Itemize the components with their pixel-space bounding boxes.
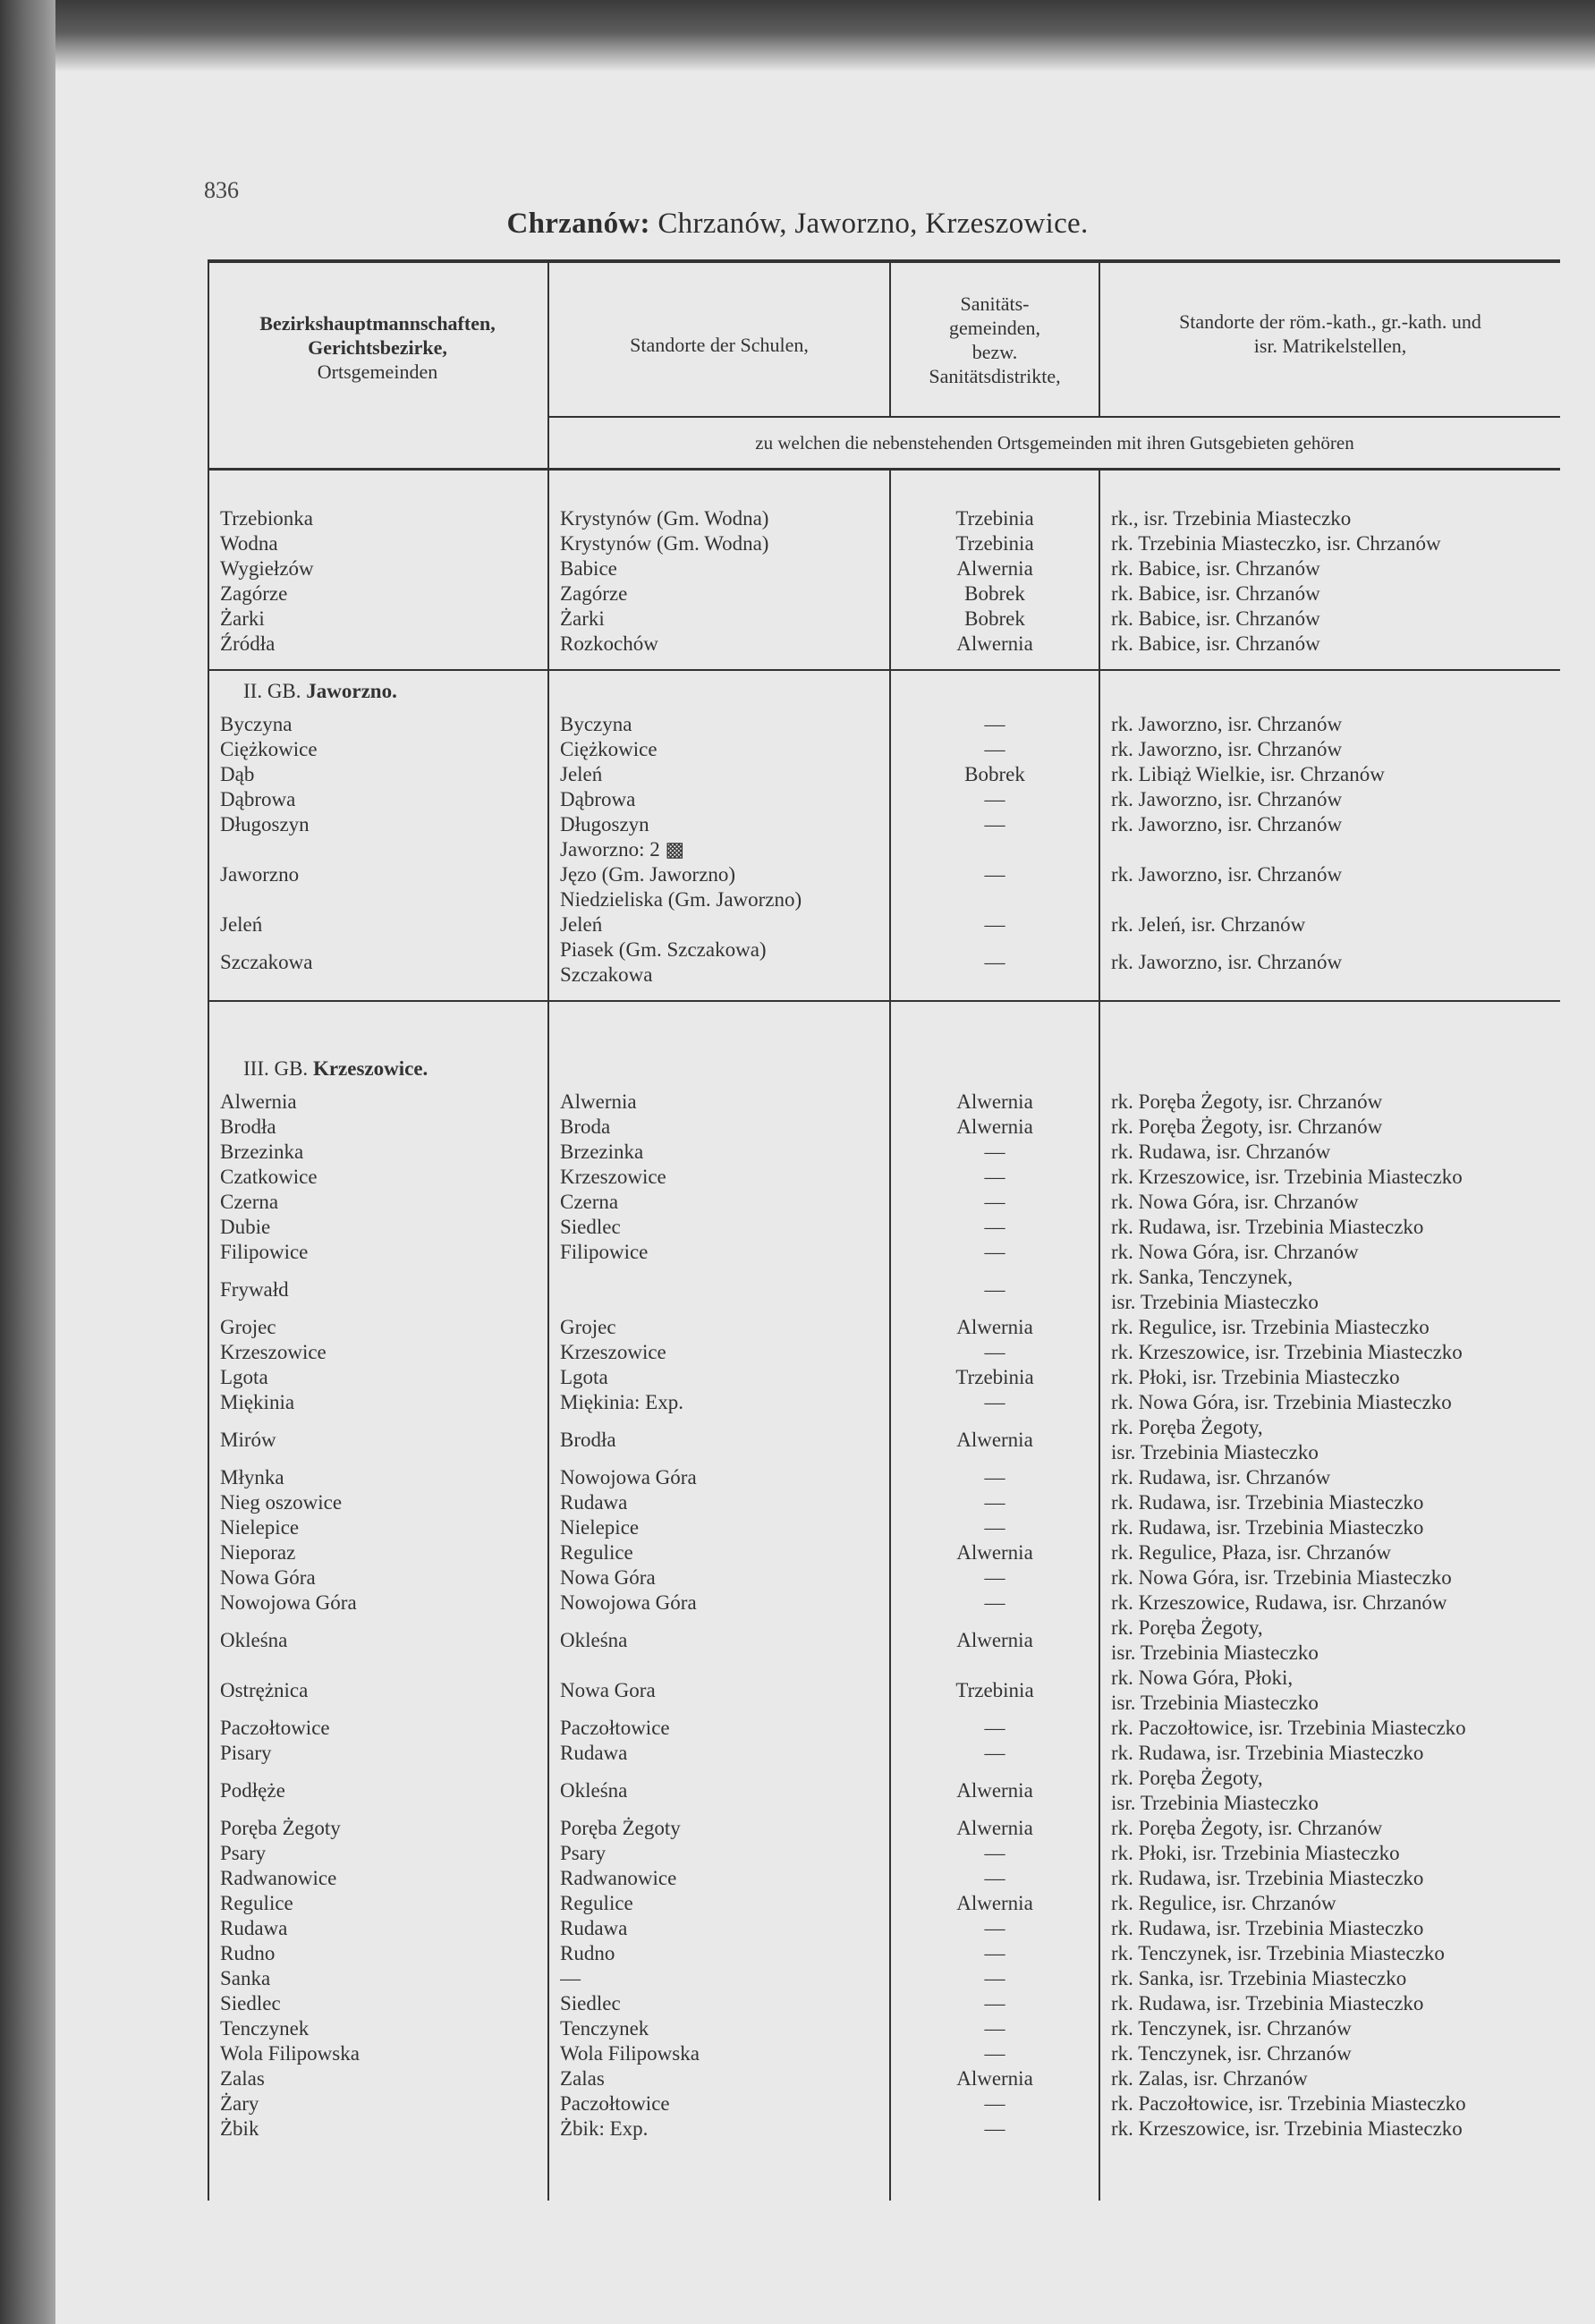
col-divider-1 <box>547 259 549 2201</box>
row-school: Babice <box>560 557 617 580</box>
row-sanitary-district: — <box>984 1917 1005 1939</box>
row-parish: rk. Sanka, Tenczynek, <box>1111 1266 1293 1288</box>
row-school: Radwanowice <box>560 1867 677 1889</box>
row-school: Żarki <box>560 607 605 630</box>
row-place-name: Dubie <box>220 1216 271 1238</box>
row-parish: isr. Trzebinia Miasteczko <box>1111 1641 1319 1664</box>
header-col1 <box>209 311 546 384</box>
row-place-name: Młynka <box>220 1466 284 1489</box>
header-col2 <box>549 333 889 357</box>
row-parish: isr. Trzebinia Miasteczko <box>1111 1291 1319 1313</box>
row-parish: rk. Rudawa, isr. Trzebinia Miasteczko <box>1111 1216 1424 1238</box>
row-place-name: Jeleń <box>220 913 263 936</box>
row-parish: rk., isr. Trzebinia Miasteczko <box>1111 507 1352 530</box>
row-sanitary-district: — <box>984 1591 1005 1614</box>
row-parish: rk. Regulice, isr. Trzebinia Miasteczko <box>1111 1316 1430 1338</box>
row-place-name: Frywałd <box>220 1278 289 1301</box>
row-sanitary-district: Trzebinia <box>955 1366 1034 1388</box>
header-subcaption-text: zu welchen die nebenstehenden Ortsgemeinden mit ihren Gutsgebieten gehören <box>755 432 1354 454</box>
row-place-name: Poręba Żegoty <box>220 1817 341 1839</box>
row-sanitary-district: Bobrek <box>964 763 1025 785</box>
row-school: Rudawa <box>560 1742 628 1764</box>
header-col4-line1: Standorte der röm.-kath., gr.-kath. und <box>1179 310 1481 333</box>
row-place-name: Alwernia <box>220 1090 297 1113</box>
row-place-name: Byczyna <box>220 713 293 735</box>
header-col3-line1: Sanitäts- <box>960 293 1030 315</box>
row-place-name: Regulice <box>220 1892 293 1914</box>
row-place-name: Mirów <box>220 1429 276 1451</box>
row-sanitary-district: — <box>984 913 1005 936</box>
title-rest: Chrzanów, Jaworzno, Krzeszowice. <box>649 208 1089 240</box>
row-school: Zalas <box>560 2067 605 2090</box>
row-parish: rk. Jaworzno, isr. Chrzanów <box>1111 738 1343 760</box>
row-parish: rk. Poręba Żegoty, isr. Chrzanów <box>1111 1115 1383 1138</box>
row-parish: rk. Regulice, Płaza, isr. Chrzanów <box>1111 1541 1391 1564</box>
row-parish: rk. Krzeszowice, isr. Trzebinia Miasteczko <box>1111 1341 1463 1363</box>
row-parish: rk. Sanka, isr. Trzebinia Miasteczko <box>1111 1967 1407 1989</box>
row-sanitary-district: — <box>984 1942 1005 1964</box>
row-place-name: Rudawa <box>220 1917 288 1939</box>
row-place-name: Radwanowice <box>220 1867 337 1889</box>
row-place-name: Pisary <box>220 1742 272 1764</box>
row-parish: rk. Rudawa, isr. Trzebinia Miasteczko <box>1111 1516 1424 1539</box>
row-place-name: Zalas <box>220 2067 265 2090</box>
row-parish: rk. Tenczynek, isr. Chrzanów <box>1111 2042 1352 2065</box>
row-place-name: Wygiełzów <box>220 557 314 580</box>
row-place-name: Okleśna <box>220 1629 288 1651</box>
row-parish: rk. Babice, isr. Chrzanów <box>1111 607 1320 630</box>
row-parish: rk. Babice, isr. Chrzanów <box>1111 557 1320 580</box>
row-parish: rk. Poręba Żegoty, <box>1111 1416 1263 1438</box>
row-school: Czerna <box>560 1191 619 1213</box>
row-sanitary-district: Bobrek <box>964 607 1025 630</box>
row-place-name: Podłęże <box>220 1779 285 1802</box>
row-parish: rk. Rudawa, isr. Trzebinia Miasteczko <box>1111 1992 1424 2014</box>
row-school: Rudawa <box>560 1491 628 1514</box>
row-school: Dąbrowa <box>560 788 636 810</box>
row-parish: rk. Tenczynek, isr. Trzebinia Miasteczko <box>1111 1942 1445 1964</box>
row-sanitary-district: — <box>984 1867 1005 1889</box>
header-subcaption <box>549 431 1560 455</box>
row-school: Byczyna <box>560 713 632 735</box>
row-sanitary-district: — <box>984 1717 1005 1739</box>
header-col3 <box>891 292 1099 388</box>
row-sanitary-district: — <box>984 1466 1005 1489</box>
row-school: Broda <box>560 1115 611 1138</box>
row-parish: rk. Rudawa, isr. Trzebinia Miasteczko <box>1111 1917 1424 1939</box>
row-parish: rk. Jaworzno, isr. Chrzanów <box>1111 788 1343 810</box>
row-place-name: Wodna <box>220 532 278 555</box>
row-sanitary-district: Alwernia <box>956 1892 1033 1914</box>
row-school: Lgota <box>560 1366 608 1388</box>
row-place-name: Nowa Góra <box>220 1566 316 1589</box>
row-parish: rk. Poręba Żegoty, <box>1111 1767 1263 1789</box>
row-school: Paczołtowice <box>560 1717 670 1739</box>
row-place-name: Trzebionka <box>220 507 313 530</box>
row-sanitary-district: — <box>984 1742 1005 1764</box>
row-sanitary-district: Trzebinia <box>955 532 1034 555</box>
row-parish: rk. Babice, isr. Chrzanów <box>1111 582 1320 605</box>
row-parish: rk. Płoki, isr. Trzebinia Miasteczko <box>1111 1366 1400 1388</box>
row-place-name: Nielepice <box>220 1516 300 1539</box>
row-school: Nowojowa Góra <box>560 1591 697 1614</box>
row-school: Nowojowa Góra <box>560 1466 697 1489</box>
row-school: Krzeszowice <box>560 1166 666 1188</box>
header-sub-rule <box>547 416 1560 418</box>
row-place-name: Czerna <box>220 1191 279 1213</box>
row-sanitary-district: — <box>984 1516 1005 1539</box>
row-school: Rozkochów <box>560 632 658 655</box>
row-parish: rk. Poręba Żegoty, <box>1111 1616 1263 1639</box>
row-school: Rudno <box>560 1942 615 1964</box>
row-parish: rk. Jaworzno, isr. Chrzanów <box>1111 951 1343 973</box>
table-left-rule <box>208 259 209 2201</box>
row-school: Brzezinka <box>560 1141 644 1163</box>
scan-left-edge <box>0 0 63 2324</box>
header-col4-line2: isr. Matrikelstellen, <box>1253 335 1407 357</box>
row-sanitary-district: — <box>984 738 1005 760</box>
row-sanitary-district: — <box>984 1566 1005 1589</box>
row-parish: rk. Jaworzno, isr. Chrzanów <box>1111 713 1343 735</box>
header-col4 <box>1100 310 1560 358</box>
scan-top-edge <box>55 0 1595 72</box>
row-school: Nielepice <box>560 1516 640 1539</box>
row-parish: rk. Babice, isr. Chrzanów <box>1111 632 1320 655</box>
row-school: Filipowice <box>560 1241 649 1263</box>
row-school: Regulice <box>560 1892 633 1914</box>
row-school: Szczakowa <box>560 963 653 986</box>
row-parish: isr. Trzebinia Miasteczko <box>1111 1792 1319 1814</box>
row-sanitary-district: Bobrek <box>964 582 1025 605</box>
row-parish: rk. Krzeszowice, isr. Trzebinia Miasteczko <box>1111 1166 1463 1188</box>
row-sanitary-district: — <box>984 1967 1005 1989</box>
row-school: Nowa Gora <box>560 1679 656 1701</box>
row-sanitary-district: — <box>984 813 1005 835</box>
row-parish: rk. Płoki, isr. Trzebinia Miasteczko <box>1111 1842 1400 1864</box>
row-parish: rk. Paczołtowice, isr. Trzebinia Miasteczko <box>1111 1717 1466 1739</box>
row-place-name: Filipowice <box>220 1241 309 1263</box>
row-parish: rk. Rudawa, isr. Trzebinia Miasteczko <box>1111 1742 1424 1764</box>
row-school: Poręba Żegoty <box>560 1817 681 1839</box>
row-place-name: Rudno <box>220 1942 276 1964</box>
row-school: Krystynów (Gm. Wodna) <box>560 507 769 530</box>
row-parish: rk. Rudawa, isr. Chrzanów <box>1111 1141 1331 1163</box>
row-parish: rk. Libiąż Wielkie, isr. Chrzanów <box>1111 763 1385 785</box>
row-school: Paczołtowice <box>560 2092 670 2115</box>
col-divider-3-body <box>1099 471 1100 2201</box>
row-sanitary-district: Alwernia <box>956 2067 1033 2090</box>
row-parish: rk. Nowa Góra, isr. Trzebinia Miasteczko <box>1111 1566 1452 1589</box>
row-sanitary-district: Trzebinia <box>955 1679 1034 1701</box>
row-sanitary-district: Alwernia <box>956 557 1033 580</box>
section-divider <box>208 669 1560 671</box>
row-sanitary-district: — <box>984 1391 1005 1413</box>
row-sanitary-district: — <box>984 1992 1005 2014</box>
row-place-name: Czatkowice <box>220 1166 318 1188</box>
row-place-name: Jaworzno <box>220 863 300 886</box>
row-school: Alwernia <box>560 1090 637 1113</box>
row-school: Krystynów (Gm. Wodna) <box>560 532 769 555</box>
row-school: Krzeszowice <box>560 1341 666 1363</box>
row-place-name: Tenczynek <box>220 2017 310 2040</box>
row-school: Długoszyn <box>560 813 649 835</box>
row-school: Miękinia: Exp. <box>560 1391 683 1413</box>
row-parish: rk. Krzeszowice, Rudawa, isr. Chrzanów <box>1111 1591 1447 1614</box>
row-school: Nowa Góra <box>560 1566 656 1589</box>
row-place-name: Miękinia <box>220 1391 295 1413</box>
row-sanitary-district: — <box>984 863 1005 886</box>
row-parish: rk. Zalas, isr. Chrzanów <box>1111 2067 1308 2090</box>
row-place-name: Źródła <box>220 632 276 655</box>
row-sanitary-district: — <box>984 1491 1005 1514</box>
row-place-name: Żbik <box>220 2117 259 2140</box>
section-heading-prefix: III. GB. <box>243 1057 313 1080</box>
section-divider <box>208 1000 1560 1002</box>
row-place-name: Ciężkowice <box>220 738 318 760</box>
row-school: Jeleń <box>560 763 603 785</box>
row-place-name: Ostrężnica <box>220 1679 309 1701</box>
section-heading-prefix: II. GB. <box>243 680 307 702</box>
row-parish: isr. Trzebinia Miasteczko <box>1111 1441 1319 1463</box>
row-place-name: Sanka <box>220 1967 271 1989</box>
row-sanitary-district: — <box>984 1191 1005 1213</box>
row-parish: rk. Rudawa, isr. Trzebinia Miasteczko <box>1111 1867 1424 1889</box>
section-heading <box>243 680 397 703</box>
row-sanitary-district: Alwernia <box>956 1316 1033 1338</box>
row-place-name: Brodła <box>220 1115 276 1138</box>
row-parish: rk. Jaworzno, isr. Chrzanów <box>1111 813 1343 835</box>
row-school: Jęzo (Gm. Jaworzno) <box>560 863 736 886</box>
row-sanitary-district: — <box>984 1216 1005 1238</box>
header-bottom-rule <box>208 468 1560 471</box>
row-sanitary-district: — <box>984 1278 1005 1301</box>
row-place-name: Krzeszowice <box>220 1341 327 1363</box>
row-place-name: Żarki <box>220 607 265 630</box>
row-school: Rudawa <box>560 1917 628 1939</box>
section-heading <box>243 1057 428 1081</box>
row-place-name: Siedlec <box>220 1992 281 2014</box>
row-place-name: Nieporaz <box>220 1541 296 1564</box>
row-place-name: Psary <box>220 1842 267 1864</box>
row-parish: rk. Nowa Góra, isr. Chrzanów <box>1111 1241 1359 1263</box>
row-parish: rk. Nowa Góra, isr. Chrzanów <box>1111 1191 1359 1213</box>
row-sanitary-district: Alwernia <box>956 1541 1033 1564</box>
header-col1-line3: Ortsgemeinden <box>317 360 438 383</box>
row-school: Okleśna <box>560 1779 628 1802</box>
title-bold: Chrzanów: <box>506 208 650 240</box>
page-number: 836 <box>204 177 239 203</box>
row-place-name: Żary <box>220 2092 259 2115</box>
row-school: Żbik: Exp. <box>560 2117 649 2140</box>
row-parish: rk. Paczołtowice, isr. Trzebinia Miasteczko <box>1111 2092 1466 2115</box>
row-sanitary-district: — <box>984 1141 1005 1163</box>
header-col1-line1: Bezirkshauptmannschaften, <box>259 312 496 335</box>
row-sanitary-district: — <box>984 2042 1005 2065</box>
row-place-name: Dąb <box>220 763 255 785</box>
row-school: Okleśna <box>560 1629 628 1651</box>
section-heading-name: Krzeszowice. <box>312 1057 428 1080</box>
row-school: Grojec <box>560 1316 616 1338</box>
row-sanitary-district: — <box>984 1842 1005 1864</box>
row-parish: rk. Jaworzno, isr. Chrzanów <box>1111 863 1343 886</box>
row-parish: rk. Nowa Góra, Płoki, <box>1111 1667 1294 1689</box>
row-school: Siedlec <box>560 1216 621 1238</box>
row-place-name: Dąbrowa <box>220 788 296 810</box>
row-sanitary-district: — <box>984 1341 1005 1363</box>
row-school: Ciężkowice <box>560 738 658 760</box>
header-col2-text: Standorte der Schulen, <box>630 334 809 356</box>
row-sanitary-district: Alwernia <box>956 1090 1033 1113</box>
row-sanitary-district: Alwernia <box>956 632 1033 655</box>
row-sanitary-district: Trzebinia <box>955 507 1034 530</box>
row-sanitary-district: Alwernia <box>956 1629 1033 1651</box>
row-place-name: Długoszyn <box>220 813 310 835</box>
header-col3-line4: Sanitätsdistrikte, <box>929 365 1061 387</box>
header-col3-line3: bezw. <box>971 341 1018 363</box>
row-school: Tenczynek <box>560 2017 649 2040</box>
row-parish: rk. Poręba Żegoty, isr. Chrzanów <box>1111 1090 1383 1113</box>
row-sanitary-district: — <box>984 788 1005 810</box>
header-col3-line2: gemeinden, <box>948 317 1041 339</box>
row-place-name: Grojec <box>220 1316 276 1338</box>
row-sanitary-district: — <box>984 951 1005 973</box>
row-place-name: Paczołtowice <box>220 1717 330 1739</box>
row-parish: rk. Jeleń, isr. Chrzanów <box>1111 913 1306 936</box>
row-parish: rk. Regulice, isr. Chrzanów <box>1111 1892 1336 1914</box>
row-school: Niedzieliska (Gm. Jaworzno) <box>560 888 802 911</box>
row-place-name: Brzezinka <box>220 1141 304 1163</box>
row-school: Regulice <box>560 1541 633 1564</box>
row-parish: rk. Nowa Góra, isr. Trzebinia Miasteczko <box>1111 1391 1452 1413</box>
row-parish: rk. Poręba Żegoty, isr. Chrzanów <box>1111 1817 1383 1839</box>
section-heading-name: Jaworzno. <box>306 680 397 702</box>
row-parish: isr. Trzebinia Miasteczko <box>1111 1692 1319 1714</box>
row-school: Wola Filipowska <box>560 2042 700 2065</box>
row-parish: rk. Rudawa, isr. Trzebinia Miasteczko <box>1111 1491 1424 1514</box>
row-sanitary-district: — <box>984 2017 1005 2040</box>
row-sanitary-district: — <box>984 2092 1005 2115</box>
page-title <box>0 208 1595 241</box>
row-school: Zagórze <box>560 582 628 605</box>
header-col1-line2: Gerichtsbezirke, <box>308 336 447 359</box>
table-top-rule <box>208 259 1560 263</box>
row-sanitary-district: — <box>984 1166 1005 1188</box>
row-school: Brodła <box>560 1429 616 1451</box>
row-school: Piasek (Gm. Szczakowa) <box>560 938 767 961</box>
row-place-name: Zagórze <box>220 582 288 605</box>
row-sanitary-district: — <box>984 1241 1005 1263</box>
row-sanitary-district: Alwernia <box>956 1779 1033 1802</box>
row-school: Siedlec <box>560 1992 621 2014</box>
row-school: Jeleń <box>560 913 603 936</box>
row-place-name: Lgota <box>220 1366 268 1388</box>
register-table <box>208 259 1560 2201</box>
row-school: — <box>560 1967 581 1989</box>
row-sanitary-district: Alwernia <box>956 1115 1033 1138</box>
row-parish: rk. Rudawa, isr. Chrzanów <box>1111 1466 1331 1489</box>
row-parish: rk. Tenczynek, isr. Chrzanów <box>1111 2017 1352 2040</box>
row-parish: rk. Trzebinia Miasteczko, isr. Chrzanów <box>1111 532 1441 555</box>
row-place-name: Wola Filipowska <box>220 2042 360 2065</box>
row-place-name: Nowojowa Góra <box>220 1591 357 1614</box>
row-parish: rk. Krzeszowice, isr. Trzebinia Miasteczko <box>1111 2117 1463 2140</box>
row-sanitary-district: Alwernia <box>956 1817 1033 1839</box>
row-sanitary-district: — <box>984 713 1005 735</box>
row-school: Jaworzno: 2 ▩ <box>560 838 685 861</box>
row-place-name: Szczakowa <box>220 951 313 973</box>
row-sanitary-district: — <box>984 2117 1005 2140</box>
row-sanitary-district: Alwernia <box>956 1429 1033 1451</box>
row-place-name: Nieg oszowice <box>220 1491 343 1514</box>
row-school: Psary <box>560 1842 607 1864</box>
